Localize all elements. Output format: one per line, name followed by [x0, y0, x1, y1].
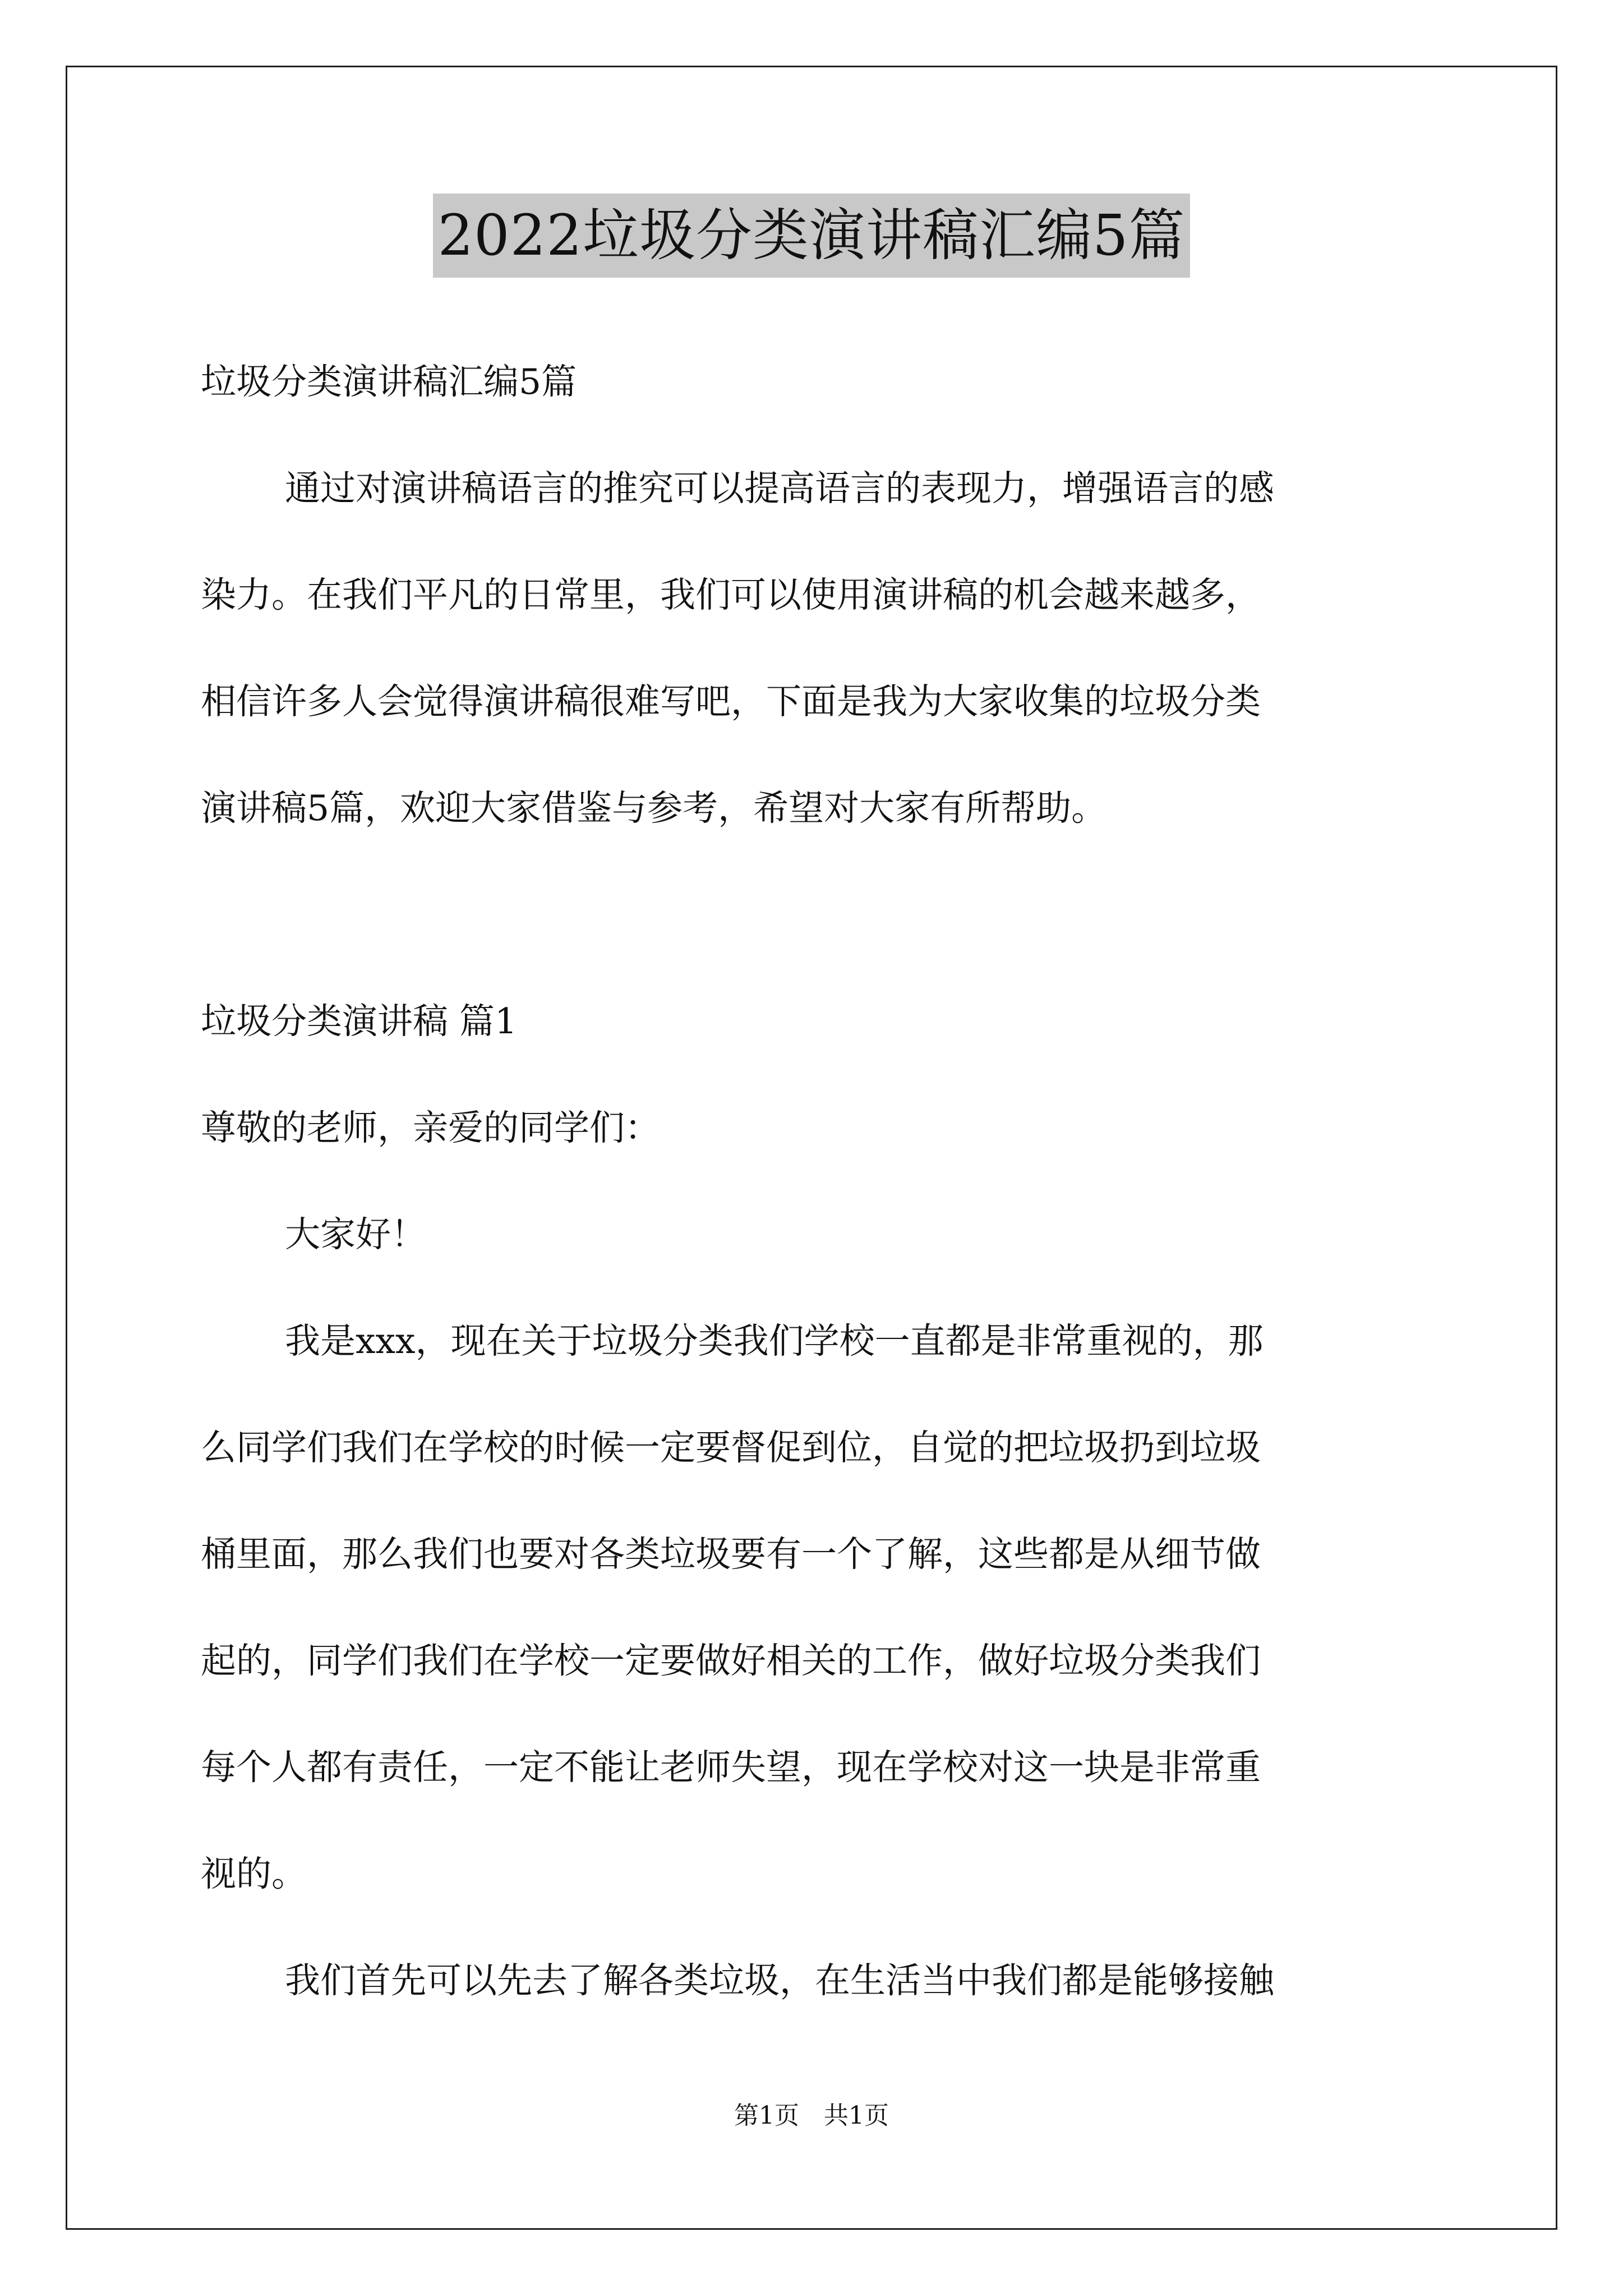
document-subtitle: 垃圾分类演讲稿汇编5篇 [201, 361, 577, 402]
intro-line-2: 染力。在我们平凡的日常里，我们可以使用演讲稿的机会越来越多， [201, 574, 1261, 615]
para1-line-3: 桶里面，那么我们也要对各类垃圾要有一个了解，这些都是从细节做 [201, 1534, 1261, 1575]
page-footer: 第1页 共1页 [734, 2101, 889, 2130]
para1-line-5: 每个人都有责任，一定不能让老师失望，现在学校对这一块是非常重 [201, 1747, 1261, 1788]
document-title: 2022垃圾分类演讲稿汇编5篇 [433, 194, 1189, 278]
para1-line-6: 视的。 [201, 1853, 307, 1894]
para2-line-1: 我们首先可以先去了解各类垃圾，在生活当中我们都是能够接触 [285, 1960, 1274, 2001]
greeting: 大家好！ [285, 1214, 426, 1255]
para1-line-2: 么同学们我们在学校的时候一定要督促到位，自觉的把垃圾扔到垃圾 [201, 1427, 1261, 1468]
section-heading: 垃圾分类演讲稿 篇1 [201, 1001, 518, 1042]
para1-line-4: 起的，同学们我们在学校一定要做好相关的工作，做好垃圾分类我们 [201, 1640, 1261, 1681]
intro-line-4: 演讲稿5篇，欢迎大家借鉴与参考，希望对大家有所帮助。 [201, 788, 1107, 829]
salutation: 尊敬的老师，亲爱的同学们： [201, 1107, 660, 1148]
intro-line-3: 相信许多人会觉得演讲稿很难写吧，下面是我为大家收集的垃圾分类 [201, 681, 1261, 722]
intro-line-1: 通过对演讲稿语言的推究可以提高语言的表现力，增强语言的感 [285, 468, 1274, 509]
para1-line-1: 我是xxx，现在关于垃圾分类我们学校一直都是非常重视的，那 [285, 1320, 1264, 1361]
title-container [0, 194, 1623, 278]
